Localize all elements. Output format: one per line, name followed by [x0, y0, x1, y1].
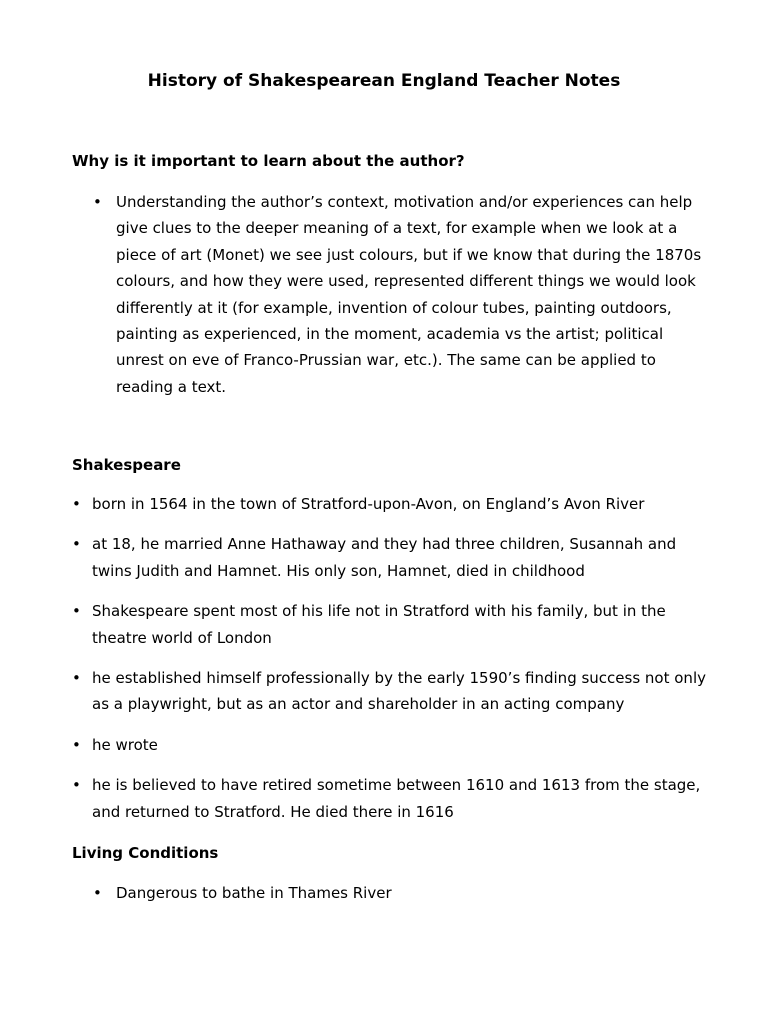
bullet-icon: • [72, 669, 81, 688]
list-item [72, 491, 712, 517]
list-item [72, 531, 712, 584]
bullet-icon: • [72, 776, 81, 795]
bullet-icon: • [72, 535, 81, 554]
section-heading-living-conditions: Living Conditions [72, 844, 219, 862]
list-item-text: he is believed to have retired sometime between 1610 and 1613 from the stage, and returned to Stratford. He died there in 1616 [92, 776, 701, 821]
list-item [72, 598, 712, 651]
bullet-icon: • [72, 735, 81, 754]
list-item-text: he wrote [92, 735, 158, 754]
section-heading-author: Why is it important to learn about the author? [72, 152, 465, 170]
shakespeare-list [72, 491, 712, 825]
list-item [72, 772, 712, 825]
list-item-text: Dangerous to bathe in Thames River [116, 884, 392, 902]
author-list [93, 189, 708, 400]
page-title: History of Shakespearean England Teacher Notes [147, 71, 621, 91]
list-item-text: he established himself professionally by the early 1590’s finding success not only as a playwright, but as an actor and shareholder in an acting company [92, 669, 706, 714]
list-item-text: at 18, he married Anne Hathaway and they had three children, Susannah and twins Judith and Hamnet. His only son, Hamnet, died in childhood [92, 535, 677, 580]
list-item-text: Shakespeare spent most of his life not in Stratford with his family, but in the theatre world of London [92, 602, 666, 647]
list-item-text: born in 1564 in the town of Stratford-upon-Avon, on England’s Avon River [92, 495, 645, 513]
list-item-text: Understanding the author’s context, motivation and/or experiences can help give clues to the deeper meaning of a text, for example when we look at a piece of art (Monet) we see just colours, but if we know that during the 1870s colours, and how they were used, represented different things we would look differently at it (for example, invention of colour tubes, painting outdoors, painting as experienced, in the moment, academia vs the artist; political unrest on eve of Franco-Prussian war, etc.). The same can be applied to reading a text. [116, 193, 702, 396]
bullet-icon: • [93, 193, 102, 211]
section-heading-shakespeare: Shakespeare [72, 456, 181, 474]
list-item [72, 732, 712, 758]
bullet-icon: • [72, 602, 81, 621]
living-conditions-list [93, 880, 708, 906]
list-item [93, 189, 708, 400]
bullet-icon: • [72, 495, 81, 513]
bullet-icon: • [93, 884, 102, 902]
list-item [72, 665, 712, 718]
list-item [93, 880, 708, 906]
